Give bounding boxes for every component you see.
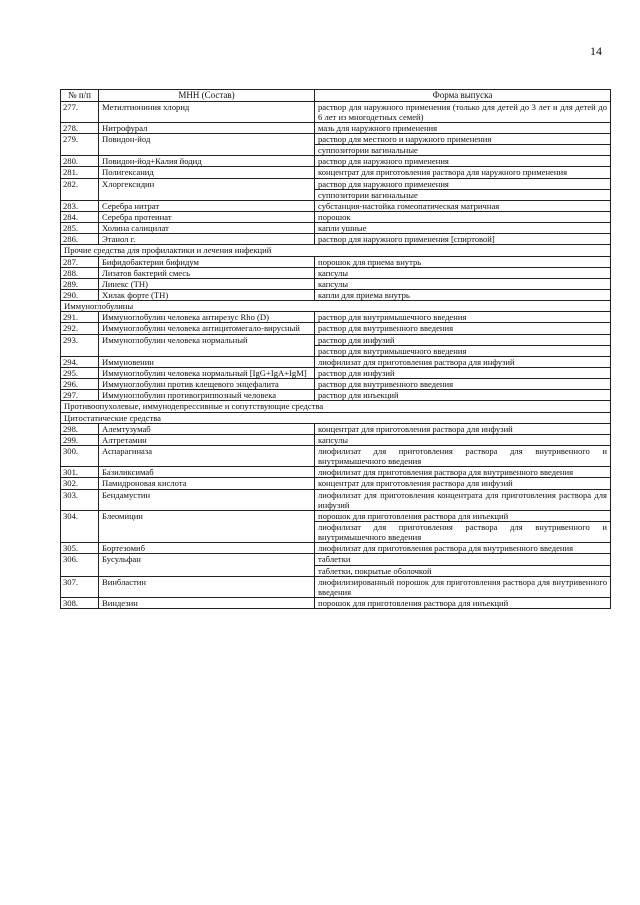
table-row: [61, 367, 611, 378]
inn-cell: Линекс (ТН): [99, 278, 315, 289]
row-number: 305.: [61, 543, 99, 554]
table-row: [61, 379, 611, 390]
table-row: [61, 167, 611, 178]
form-line: раствор для наружного применения (только для детей до 3 лет и для детей до 6 лет из многодетных семей): [318, 101, 607, 122]
row-number: 294.: [61, 356, 99, 367]
row-number: 293.: [61, 334, 99, 356]
form-cell: [315, 178, 611, 200]
row-number: 304.: [61, 510, 99, 542]
table-row: [61, 323, 611, 334]
row-number: 279.: [61, 134, 99, 156]
form-line: суппозитории вагинальные: [315, 144, 610, 155]
table-row: [61, 234, 611, 245]
form-cell: [315, 434, 611, 445]
inn-cell: Иммуноглобулин человека нормальный: [99, 334, 315, 356]
form-line: порошок для приготовления раствора для инъекций: [318, 510, 509, 521]
section-row: [61, 301, 611, 312]
form-line: лиофилизированный порошок для приготовления раствора для внутривенного введения: [318, 576, 607, 597]
table-row: [61, 356, 611, 367]
form-line: лиофилизат для приготовления раствора для внутривенного введения: [318, 543, 574, 554]
form-cell: [315, 478, 611, 489]
form-line: капсулы: [318, 267, 349, 278]
form-cell: [315, 334, 611, 356]
table-row: [61, 101, 611, 122]
row-number: 296.: [61, 379, 99, 390]
table-row: [61, 200, 611, 211]
row-number: 298.: [61, 423, 99, 434]
inn-cell: Бифидобактерии бифидум: [99, 256, 315, 267]
inn-cell: Серебра протеинат: [99, 212, 315, 223]
row-number: 295.: [61, 367, 99, 378]
table-row: [61, 290, 611, 301]
inn-cell: Иммуноглобулин человека антицитомегало-вирусный: [99, 323, 315, 334]
form-cell: [315, 543, 611, 554]
form-line: раствор для внутривенного введения: [318, 379, 454, 390]
form-cell: [315, 367, 611, 378]
table-row: [61, 134, 611, 156]
form-cell: [315, 200, 611, 211]
row-number: 307.: [61, 576, 99, 597]
form-cell: [315, 212, 611, 223]
inn-cell: Виндезин: [99, 597, 315, 608]
form-line: раствор для инфузий: [318, 334, 395, 345]
form-cell: [315, 597, 611, 608]
table-row: [61, 554, 611, 576]
inn-cell: Аспарагиназа: [99, 445, 315, 466]
form-line: лиофилизат для приготовления раствора для внутривенного и внутримышечного введения: [318, 445, 607, 467]
form-cell: [315, 223, 611, 234]
inn-cell: Базиликсимаб: [99, 467, 315, 478]
form-cell: [315, 101, 611, 122]
form-cell: [315, 134, 611, 156]
form-line: лиофилизат для приготовления раствора для инфузий: [318, 356, 515, 367]
form-line: раствор для внутривенного введения: [318, 323, 454, 334]
form-line: раствор для наружного применения: [318, 156, 449, 167]
inn-cell: Памидроновая кислота: [99, 478, 315, 489]
table-row: [61, 122, 611, 133]
table-row: [61, 178, 611, 200]
form-line: мазь для наружного применения: [318, 122, 438, 133]
form-line: капли ушные: [318, 223, 367, 234]
form-line: суппозитории вагинальные: [315, 189, 610, 200]
inn-cell: Винбластин: [99, 576, 315, 597]
form-cell: [315, 267, 611, 278]
row-number: 283.: [61, 200, 99, 211]
inn-cell: Бендамустин: [99, 489, 315, 510]
form-cell: [315, 256, 611, 267]
table-row: [61, 223, 611, 234]
inn-cell: Иммуноглобулин противогриппозный человека: [99, 390, 315, 401]
table-row: [61, 434, 611, 445]
form-cell: [315, 278, 611, 289]
form-cell: [315, 122, 611, 133]
table-row: [61, 278, 611, 289]
form-line: раствор для наружного применения [спиртовой]: [318, 234, 495, 245]
row-number: 306.: [61, 554, 99, 576]
form-line: субстанция-настойка гомеопатическая матричная: [318, 200, 500, 211]
form-line: лиофилизат для приготовления раствора для внутривенного и внутримышечного введения: [315, 521, 610, 542]
inn-cell: Нитрофурал: [99, 122, 315, 133]
form-cell: [315, 290, 611, 301]
form-line: раствор для наружного применения: [318, 178, 449, 189]
inn-cell: Хлоргексидин: [99, 178, 315, 200]
row-number: 284.: [61, 212, 99, 223]
inn-cell: Иммуноглобулин человека нормальный [IgG+IgA+IgM]: [99, 367, 315, 378]
row-number: 297.: [61, 390, 99, 401]
row-number: 289.: [61, 278, 99, 289]
row-number: 299.: [61, 434, 99, 445]
form-cell: [315, 312, 611, 323]
inn-cell: Иммуноглобулин против клещевого энцефалита: [99, 379, 315, 390]
form-line: раствор для внутримышечного введения: [315, 345, 610, 356]
form-cell: [315, 489, 611, 510]
row-number: 278.: [61, 122, 99, 133]
inn-cell: Иммуноглобулин человека антирезус Rho (D): [99, 312, 315, 323]
row-number: 282.: [61, 178, 99, 200]
table-row: [61, 489, 611, 510]
form-cell: [315, 234, 611, 245]
form-cell: [315, 167, 611, 178]
table-row: [61, 212, 611, 223]
table-row: [61, 478, 611, 489]
form-cell: [315, 445, 611, 466]
row-number: 281.: [61, 167, 99, 178]
form-line: концентрат для приготовления раствора для инфузий: [318, 478, 513, 489]
table-row: [61, 334, 611, 356]
header-form: Форма выпуска: [315, 90, 611, 102]
row-number: 277.: [61, 101, 99, 122]
inn-cell: Бортезомиб: [99, 543, 315, 554]
inn-cell: Повидон-йод+Калия йодид: [99, 156, 315, 167]
form-line: таблетки: [318, 554, 351, 565]
table-row: [61, 267, 611, 278]
form-line: капсулы: [318, 434, 349, 445]
inn-cell: Повидон-йод: [99, 134, 315, 156]
form-line: концентрат для приготовления раствора для инфузий: [318, 423, 513, 434]
row-number: 292.: [61, 323, 99, 334]
section-title: Прочие средства для профилактики и лечения инфекций: [61, 245, 611, 256]
inn-cell: Холина салицилат: [99, 223, 315, 234]
row-number: 291.: [61, 312, 99, 323]
section-title: Цитостатические средства: [61, 412, 611, 423]
form-cell: [315, 510, 611, 542]
row-number: 290.: [61, 290, 99, 301]
form-line: таблетки, покрытые оболочкой: [315, 565, 610, 576]
section-row: [61, 401, 611, 412]
form-cell: [315, 554, 611, 576]
table-row: [61, 510, 611, 542]
table-row: [61, 423, 611, 434]
form-cell: [315, 467, 611, 478]
table-body: [61, 101, 611, 608]
header-inn: МНН (Состав): [99, 90, 315, 102]
row-number: 285.: [61, 223, 99, 234]
form-cell: [315, 576, 611, 597]
table-row: [61, 256, 611, 267]
inn-cell: Блеомицин: [99, 510, 315, 542]
form-line: раствор для инфузий: [318, 367, 395, 378]
inn-cell: Серебра нитрат: [99, 200, 315, 211]
page-number: 14: [590, 44, 602, 58]
form-cell: [315, 323, 611, 334]
table-row: [61, 543, 611, 554]
inn-cell: Иммуновенин: [99, 356, 315, 367]
section-row: [61, 245, 611, 256]
table-row: [61, 390, 611, 401]
form-line: раствор для внутримышечного введения: [318, 312, 467, 323]
inn-cell: Этанол г.: [99, 234, 315, 245]
table-row: [61, 312, 611, 323]
form-line: капли для приема внутрь: [318, 290, 410, 300]
row-number: 286.: [61, 234, 99, 245]
form-line: раствор для инъекций: [318, 390, 399, 401]
table-row: [61, 576, 611, 597]
inn-cell: Метилтиониния хлорид: [99, 101, 315, 122]
form-line: раствор для местного и наружного применения: [318, 134, 492, 145]
row-number: 288.: [61, 267, 99, 278]
inn-cell: Алемтузумаб: [99, 423, 315, 434]
form-cell: [315, 423, 611, 434]
header-num: № п/п: [61, 90, 99, 102]
form-line: порошок для приема внутрь: [318, 256, 422, 267]
row-number: 301.: [61, 467, 99, 478]
form-line: капсулы: [318, 278, 349, 289]
table-row: [61, 597, 611, 608]
row-number: 300.: [61, 445, 99, 466]
inn-cell: Бусульфан: [99, 554, 315, 576]
inn-cell: Алтретамин: [99, 434, 315, 445]
inn-cell: Лизатов бактерий смесь: [99, 267, 315, 278]
table-row: [61, 445, 611, 466]
table-row: [61, 156, 611, 167]
form-line: порошок для приготовления раствора для инъекций: [318, 597, 509, 608]
form-cell: [315, 390, 611, 401]
inn-cell: Хилак форте (ТН): [99, 290, 315, 301]
row-number: 303.: [61, 489, 99, 510]
table-header-row: [61, 90, 611, 102]
row-number: 280.: [61, 156, 99, 167]
form-line: лиофилизат для приготовления раствора для внутривенного введения: [318, 467, 574, 478]
form-cell: [315, 356, 611, 367]
row-number: 287.: [61, 256, 99, 267]
section-title: Противоопухолевые, иммунодепрессивные и сопутствующие средства: [61, 401, 611, 412]
form-line: порошок: [318, 212, 351, 223]
row-number: 308.: [61, 597, 99, 608]
form-line: лиофилизат для приготовления концентрата для приготовления раствора для инфузий: [318, 489, 607, 510]
form-cell: [315, 156, 611, 167]
drug-table: [60, 89, 611, 609]
form-line: концентрат для приготовления раствора для наружного применения: [318, 167, 568, 178]
row-number: 302.: [61, 478, 99, 489]
form-cell: [315, 379, 611, 390]
inn-cell: Полигексанид: [99, 167, 315, 178]
section-row: [61, 412, 611, 423]
section-title: Иммуноглобулины: [61, 301, 611, 312]
table-row: [61, 467, 611, 478]
